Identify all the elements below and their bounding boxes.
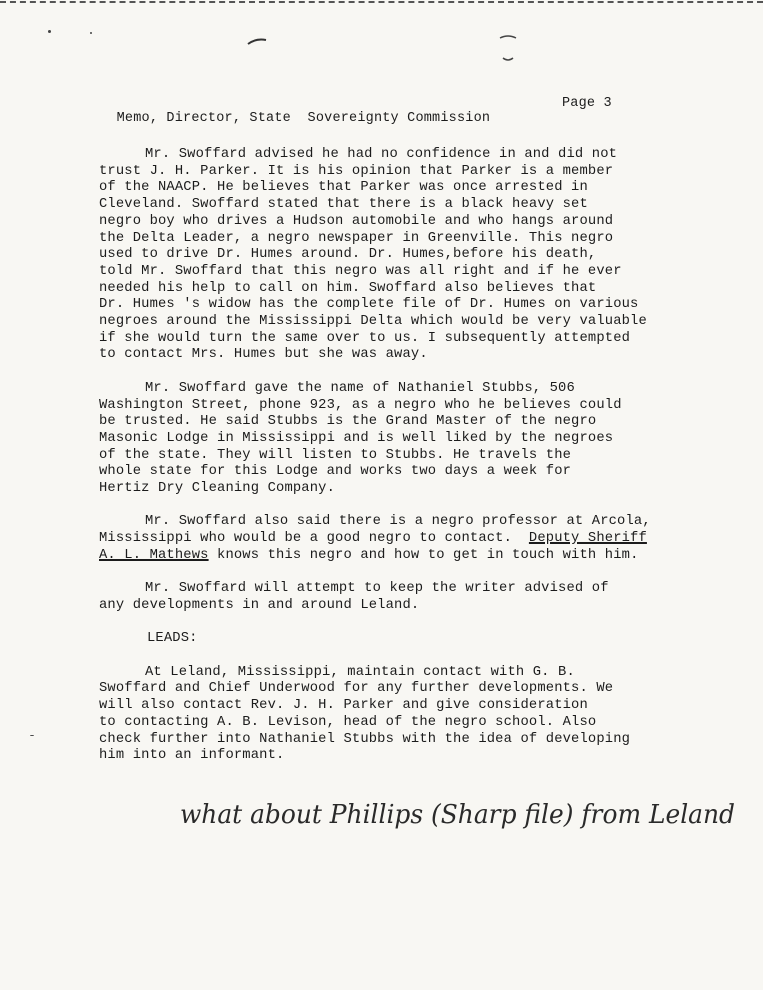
paragraph-leads xyxy=(99,665,699,765)
arcola-line-3: knows this negro and how to get in touch with him. xyxy=(208,547,639,563)
leads-heading: LEADS: xyxy=(147,631,198,647)
paragraph-text: Mr. Swoffard will attempt to keep the writer advised of any developments in and around Leland. xyxy=(99,581,609,613)
handwritten-annotation xyxy=(180,775,740,845)
memo-header xyxy=(100,96,612,141)
memo-title: Memo, Director, State Sovereignty Commission xyxy=(116,111,491,126)
handwritten-note-text: what about Phillips (Sharp file) from Leland xyxy=(180,800,735,830)
paragraph-advise xyxy=(99,581,699,614)
arcola-line-2: Mississippi who would be a good negro to contact. xyxy=(99,531,529,547)
paragraph-arcola xyxy=(99,514,699,564)
scan-speck xyxy=(30,735,34,736)
paragraph-text: At Leland, Mississippi, maintain contact with G. B. Swoffard and Chief Underwood for any further developments. We will also contact Rev. J. H. Parker and give consideration to contacting A. B. Levison, head of the negro school. Also check further into Nathaniel Stubbs with the idea of developing him into an informant. xyxy=(99,664,631,764)
mathews-underline: A. L. Mathews xyxy=(99,547,209,563)
page-number: Page 3 xyxy=(562,96,612,111)
paragraph-stubbs xyxy=(99,381,699,498)
memo-body xyxy=(99,147,699,782)
arcola-line-1: Mr. Swoffard also said there is a negro professor at Arcola, xyxy=(145,514,651,530)
paragraph-text: Mr. Swoffard gave the name of Nathaniel Stubbs, 506 Washington Street, phone 923, as a negro who he believes could be trusted. He said Stubbs is the Grand Master of the negro Masonic Lodge in Mississippi and is well liked by the negroes of the state. They will listen to Stubbs. He travels the whole state for this Lodge and works two days a week for Hertiz Dry Cleaning Company. xyxy=(99,380,622,497)
paragraph-text: Mr. Swoffard advised he had no confidence in and did not trust J. H. Parker. It is his opinion that Parker is a member of the NAACP. He believes that Parker was once arrested in Cleveland. Swoffard stated that there is a black heavy set negro boy who drives a Hudson automobile and who hangs around the Delta Leader, a negro newspaper in Greenville. This negro used to drive Dr. Humes around. Dr. Humes,before his death, told Mr. Swoffard that this negro was all right and if he ever needed his help to call on him. Swoffard also believes that Dr. Humes 's widow has the complete file of Dr. Humes on various negroes around the Mississippi Delta which would be very valuable if she would turn the same over to us. I subsequently attempted to contact Mrs. Humes but she was away. xyxy=(99,147,647,363)
deputy-sheriff-underline: Deputy Sheriff xyxy=(528,531,647,547)
paragraph-parker xyxy=(99,147,699,364)
